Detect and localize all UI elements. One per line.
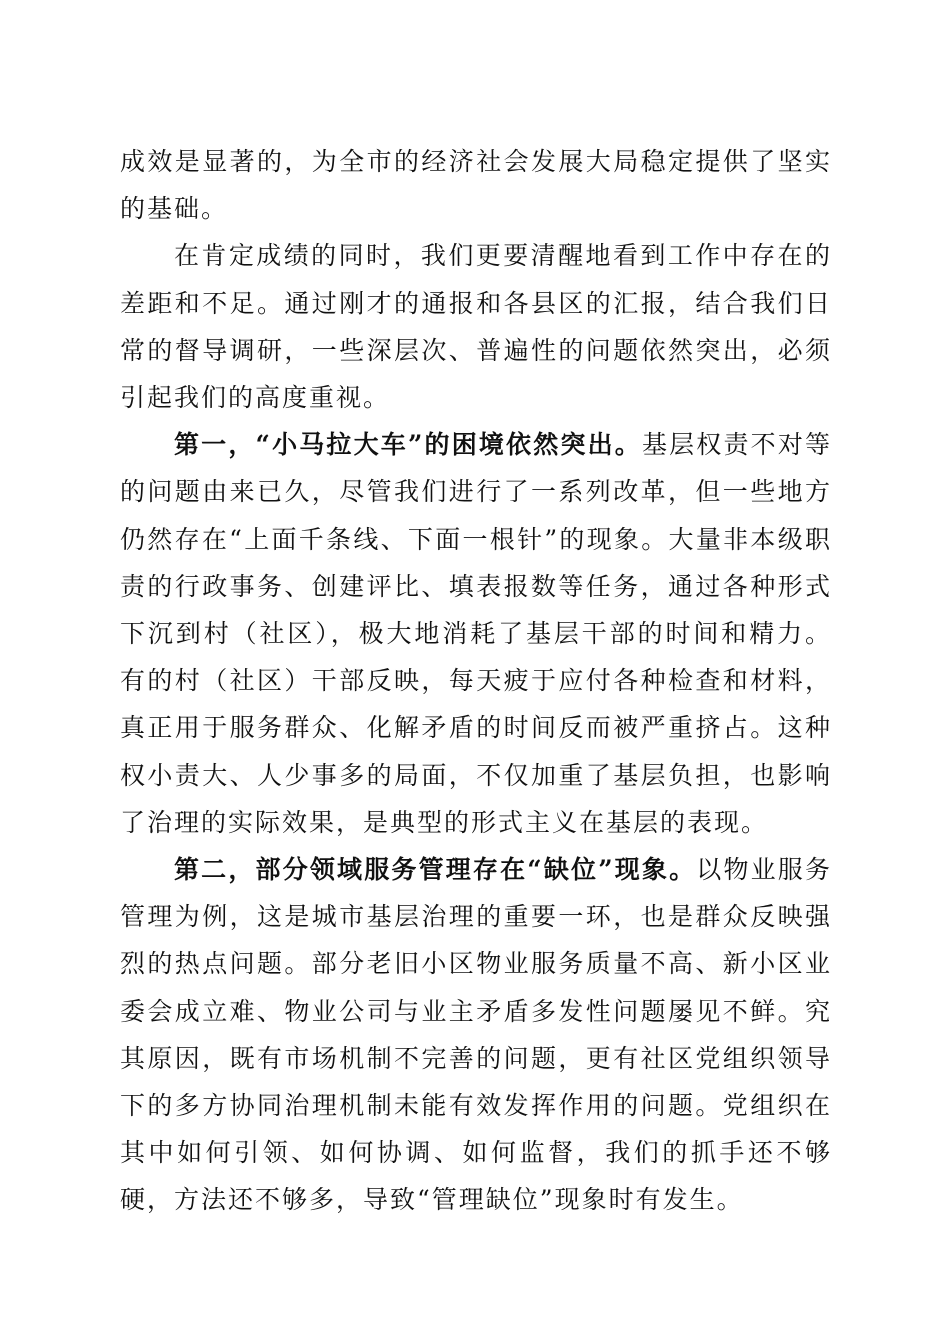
second-issue-heading: 第二，部分领域服务管理存在“缺位”现象。 [174,855,697,885]
paragraph-first-issue [120,421,832,846]
second-issue-text: 以物业服务管理为例，这是城市基层治理的重要一环，也是群众反映强烈的热点问题。部分老旧小区物业服务质量不高、新小区业委会成立难、物业公司与业主矛盾多发性问题屡见不鲜。究其原因，既有市场机制不完善的问题，更有社区党组织领导下的多方协同治理机制未能有效发挥作用的问题。党组织在其中如何引领、如何协调、如何监督，我们的抓手还不够硬，方法还不够多，导致“管理缺位”现象时有发生。 [120,855,832,1215]
paragraph-second-issue [120,846,832,1224]
first-issue-text: 基层权责不对等的问题由来已久，尽管我们进行了一系列改革，但一些地方仍然存在“上面千条线、下面一根针”的现象。大量非本级职责的行政事务、创建评比、填表报数等任务，通过各种形式下沉到村（社区），极大地消耗了基层干部的时间和精力。有的村（社区）干部反映，每天疲于应付各种检查和材料，真正用于服务群众、化解矛盾的时间反而被严重挤占。这种权小责大、人少事多的局面，不仅加重了基层负担，也影响了治理的实际效果，是典型的形式主义在基层的表现。 [120,430,832,837]
first-issue-heading: 第一，“小马拉大车”的困境依然突出。 [174,430,642,460]
paragraph-shortcomings: 在肯定成绩的同时，我们更要清醒地看到工作中存在的差距和不足。通过刚才的通报和各县区的汇报，结合我们日常的督导调研，一些深层次、普遍性的问题依然突出，必须引起我们的高度重视。 [120,241,832,413]
document-body [120,138,832,1224]
paragraph-continuation: 成效是显著的，为全市的经济社会发展大局稳定提供了坚实的基础。 [120,147,832,224]
